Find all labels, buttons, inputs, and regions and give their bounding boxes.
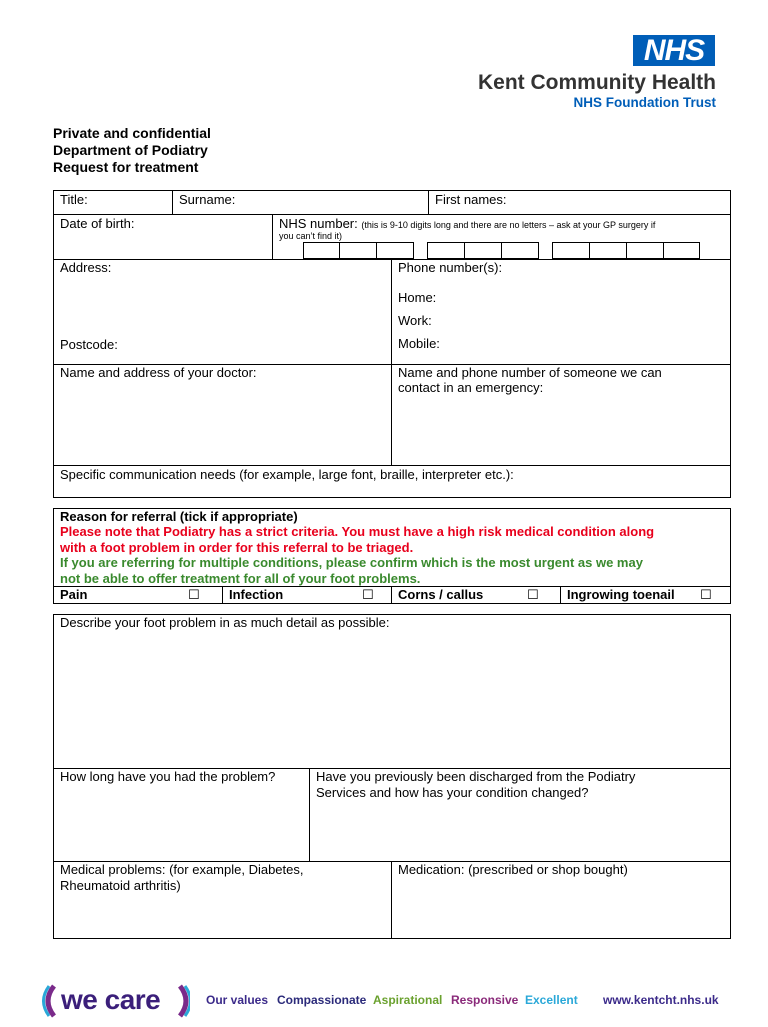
nhs-number-note-cont: you can’t find it) — [279, 231, 343, 241]
nhs-digit-box[interactable] — [589, 242, 627, 259]
dob-field[interactable]: Date of birth: — [60, 216, 135, 231]
org-name: Kent Community Health — [477, 71, 716, 94]
option-ingrowing-checkbox[interactable]: ☐ — [700, 587, 712, 602]
nhs-digit-box[interactable] — [663, 242, 700, 259]
value-aspirational: Aspirational — [373, 993, 443, 1007]
row-divider — [53, 465, 731, 466]
row-divider — [53, 259, 731, 260]
communication-needs-field[interactable]: Specific communication needs (for example, large font, braille, interpreter etc.): — [60, 467, 514, 482]
phone-numbers-label: Phone number(s): — [398, 260, 503, 275]
value-responsive: Responsive — [451, 993, 519, 1007]
option-infection-label: Infection — [229, 587, 284, 602]
previously-discharged-field[interactable]: Have you previously been discharged from the Podiatry — [316, 769, 636, 784]
col-divider — [428, 190, 429, 214]
option-pain-checkbox[interactable]: ☐ — [188, 587, 200, 602]
home-phone-field[interactable]: Home: — [398, 290, 437, 305]
nhs-number-text: NHS number: — [279, 216, 358, 231]
col-divider — [309, 768, 310, 861]
value-compassionate: Compassionate — [277, 993, 367, 1007]
nhs-number-note: (this is 9-10 digits long and there are no letters – ask at your GP surgery if — [361, 220, 656, 230]
option-infection-checkbox[interactable]: ☐ — [362, 587, 374, 602]
nhs-digit-box[interactable] — [339, 242, 377, 259]
emergency-contact-field[interactable]: Name and phone number of someone we can — [398, 365, 662, 380]
we-care-text: we care — [61, 984, 161, 1015]
col-divider — [222, 586, 223, 604]
work-phone-field[interactable]: Work: — [398, 313, 432, 328]
value-excellent: Excellent — [525, 993, 578, 1007]
website-link[interactable]: www.kentcht.nhs.uk — [603, 993, 719, 1007]
title-field[interactable]: Title: — [60, 192, 88, 207]
emergency-contact-cont: contact in an emergency: — [398, 380, 544, 395]
how-long-field[interactable]: How long have you had the problem? — [60, 769, 276, 784]
nhs-digit-box[interactable] — [376, 242, 414, 259]
nhs-digit-box[interactable] — [626, 242, 664, 259]
address-field[interactable]: Address: — [60, 260, 112, 275]
doctor-field[interactable]: Name and address of your doctor: — [60, 365, 257, 380]
medication-field[interactable]: Medication: (prescribed or shop bought) — [398, 862, 628, 877]
referral-heading: Reason for referral (tick if appropriate) — [60, 509, 298, 524]
confidential-label: Private and confidential — [53, 125, 211, 141]
postcode-field[interactable]: Postcode: — [60, 337, 118, 352]
previously-discharged-cont: Services and how has your condition changed? — [316, 785, 589, 800]
surname-field[interactable]: Surname: — [179, 192, 236, 207]
nhs-digit-box[interactable] — [501, 242, 539, 259]
first-names-field[interactable]: First names: — [435, 192, 507, 207]
option-pain-label: Pain — [60, 587, 88, 602]
nhs-digit-box[interactable] — [464, 242, 502, 259]
referral-note-green: If you are referring for multiple conditions, please confirm which is the most urgent as we may — [60, 555, 643, 570]
col-divider — [272, 214, 273, 259]
referral-note-green-cont: not be able to offer treatment for all of your foot problems. — [60, 571, 421, 586]
describe-problem-field[interactable]: Describe your foot problem in as much detail as possible: — [60, 615, 390, 630]
col-divider — [391, 259, 392, 465]
row-divider — [53, 214, 731, 215]
medical-problems-field[interactable]: Medical problems: (for example, Diabetes, — [60, 862, 304, 877]
referral-note-red: Please note that Podiatry has a strict criteria. You must have a high risk medical condition along — [60, 524, 655, 539]
nhs-logo: NHS — [633, 35, 715, 66]
nhs-digit-box[interactable] — [303, 242, 340, 259]
col-divider — [560, 586, 561, 604]
medical-problems-cont: Rheumatoid arthritis) — [60, 878, 181, 893]
option-corns-checkbox[interactable]: ☐ — [527, 587, 539, 602]
values-label: Our values — [206, 993, 269, 1007]
nhs-digit-box[interactable] — [427, 242, 465, 259]
personal-details-table — [53, 190, 731, 498]
nhs-digit-box[interactable] — [552, 242, 590, 259]
department-label: Department of Podiatry — [53, 142, 208, 158]
col-divider — [391, 586, 392, 604]
option-ingrowing-label: Ingrowing toenail — [567, 587, 675, 602]
col-divider — [391, 861, 392, 939]
org-subtitle: NHS Foundation Trust — [573, 95, 716, 107]
form-title: Request for treatment — [53, 159, 199, 175]
col-divider — [172, 190, 173, 214]
mobile-phone-field[interactable]: Mobile: — [398, 336, 440, 351]
referral-note-red-cont: with a foot problem in order for this referral to be triaged. — [60, 540, 414, 555]
option-corns-label: Corns / callus — [398, 587, 484, 602]
